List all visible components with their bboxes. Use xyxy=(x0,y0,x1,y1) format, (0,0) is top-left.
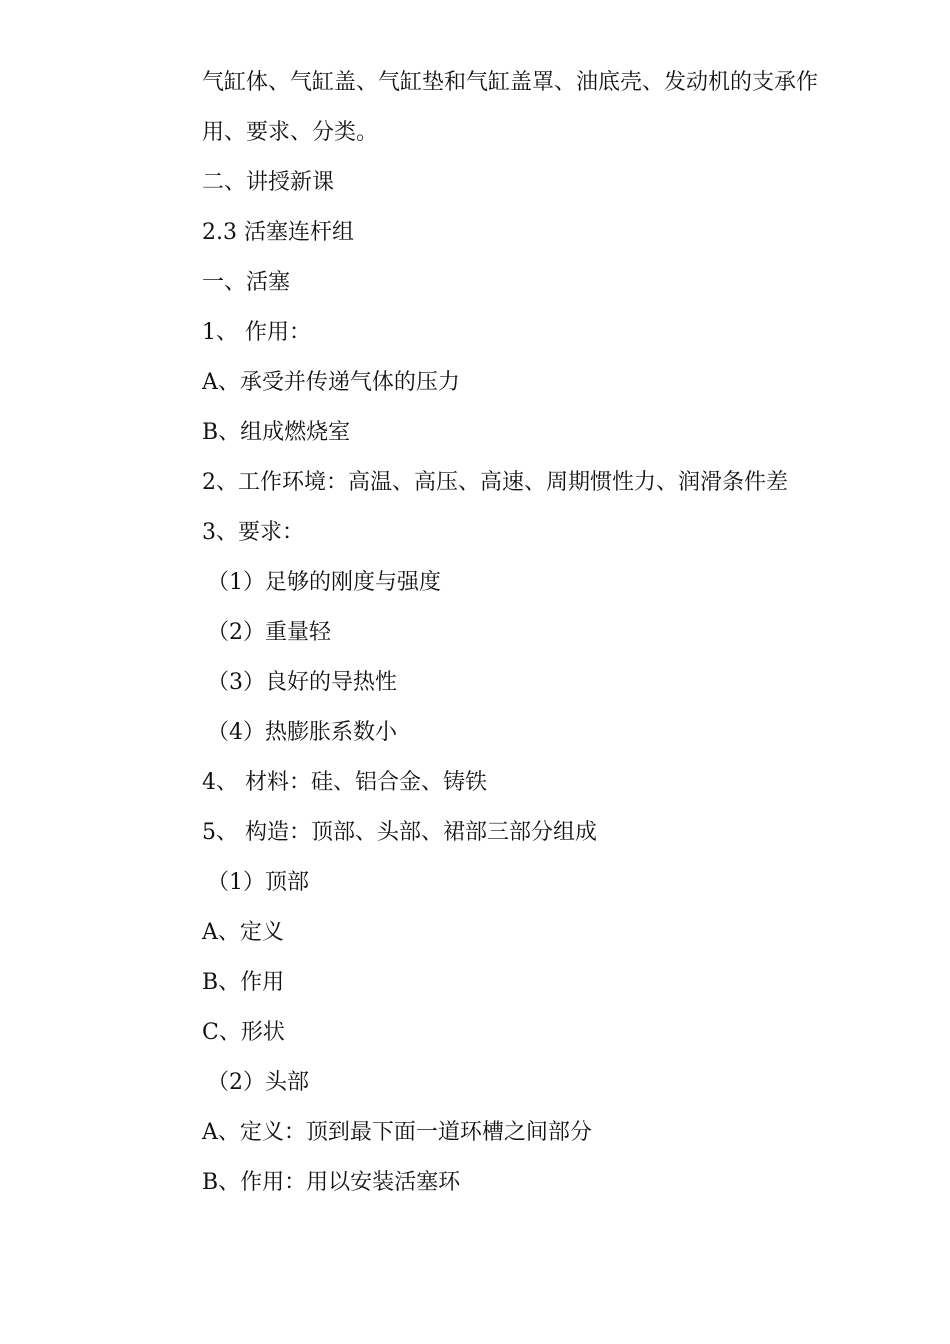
structure-head-b: B、作用：用以安装活塞环 xyxy=(202,1170,461,1195)
requirement-2: （2）重量轻 xyxy=(207,620,331,645)
item-materials: 4、 材料：硅、铝合金、铸铁 xyxy=(202,770,487,795)
structure-head: （2）头部 xyxy=(207,1070,309,1095)
section-heading-new-lesson: 二、讲授新课 xyxy=(202,170,335,195)
requirement-1: （1）足够的刚度与强度 xyxy=(207,570,441,595)
text-line-1: 气缸体、气缸盖、气缸垫和气缸盖罩、油底壳、发动机的支承作 xyxy=(202,70,819,95)
text-line-2: 用、要求、分类。 xyxy=(202,120,379,145)
item-structure: 5、 构造：顶部、头部、裙部三部分组成 xyxy=(202,820,597,845)
requirement-4: （4）热膨胀系数小 xyxy=(207,720,397,745)
item-working-environment: 2、工作环境：高温、高压、高速、周期惯性力、润滑条件差 xyxy=(202,470,788,495)
structure-top-c: C、形状 xyxy=(202,1020,285,1045)
document-body xyxy=(202,58,902,1208)
structure-top: （1）顶部 xyxy=(207,870,309,895)
structure-head-a: A、定义：顶到最下面一道环槽之间部分 xyxy=(202,1120,592,1145)
structure-top-a: A、定义 xyxy=(202,920,284,945)
subsection-heading-piston: 一、活塞 xyxy=(202,270,291,295)
item-function-b: B、组成燃烧室 xyxy=(202,420,351,445)
item-requirements: 3、要求： xyxy=(202,520,304,545)
item-function: 1、 作用： xyxy=(202,320,311,345)
section-heading-piston-connecting-rod: 2.3 活塞连杆组 xyxy=(202,220,354,245)
requirement-3: （3）良好的导热性 xyxy=(207,670,397,695)
structure-top-b: B、作用 xyxy=(202,970,285,995)
item-function-a: A、承受并传递气体的压力 xyxy=(202,370,460,395)
